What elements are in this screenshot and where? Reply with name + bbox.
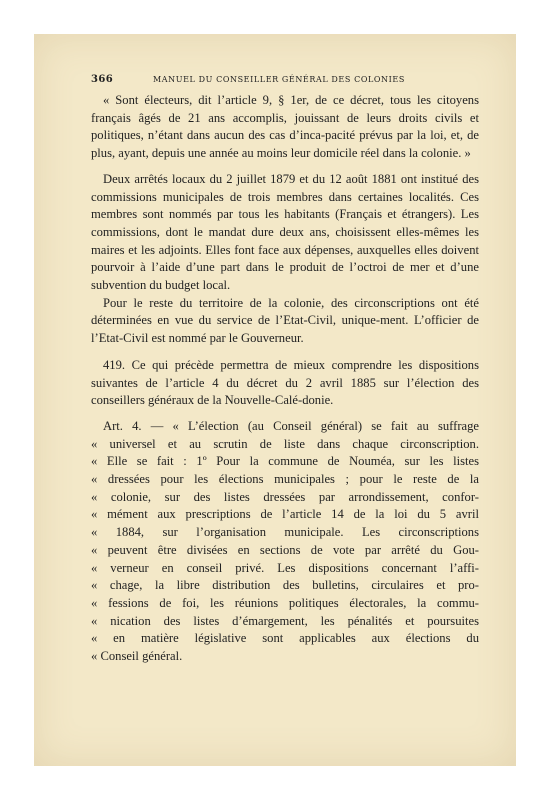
quoted-decree-paragraph: « Sont électeurs, dit l’article 9, § 1er, de ce décret, tous les citoyens français âgés de 21 ans accomplis, jouissant de leurs droits civils et politiques, n’étant dans aucun des cas d’inca-pacité prévus par la loi, et, de plus, ayant, depuis une année au moins leur domicile réel dans la colonie. » [91,93,479,161]
paragraph-circonscriptions: Pour le reste du territoire de la colonie, des circonscriptions ont été déterminées en vue du service de l’Etat-Civil, unique-ment. L’officier de l’Etat-Civil est nommé par le Gouverneur. [91,295,479,346]
book-page [34,34,516,766]
article-line: « fessions de foi, les réunions politiques électorales, la commu- [91,595,479,610]
article-line: « peuvent être divisées en sections de vote par arrêté du Gou- [91,542,479,557]
article-line: Art. 4. — « L’élection (au Conseil général) se fait au suffrage [103,418,479,433]
article-line: « dressées pour les élections municipales ; pour le reste de la [91,472,479,487]
article-line: « nication des listes d’émargement, les pénalités et poursuites [91,613,479,628]
article-line: « verneur en conseil privé. Les dispositions concernant l’affi- [91,560,479,575]
page-number: 366 [91,74,114,85]
running-title: MANUEL DU CONSEILLER GÉNÉRAL DES COLONIES [153,75,405,84]
article-line: « Elle se fait : 1º Pour la commune de Nouméa, sur les listes [91,454,479,469]
page-content [91,74,479,666]
article-line: « en matière législative sont applicables aux élections du [91,631,479,646]
article-line: « universel et au scrutin de liste dans chaque circonscription. [91,436,479,451]
article-line: « 1884, sur l’organisation municipale. Les circonscriptions [91,525,479,540]
paragraph-section-419: 419. Ce qui précède permettra de mieux comprendre les dispositions suivantes de l’article 4 du décret du 2 avril 1885 sur l’élection des conseillers généraux de la Nouvelle-Calé-donie. [91,357,479,408]
page-header [91,74,479,88]
article-line: « Conseil général. [91,649,183,664]
article-line: « colonie, sur des listes dressées par arrondissement, confor- [91,489,479,504]
article-line: « chage, la libre distribution des bulletins, circulaires et pro- [91,578,479,593]
paragraph-municipal-commissions: Deux arrêtés locaux du 2 juillet 1879 et du 12 août 1881 ont institué des commissions municipales de trois membres dans certaines localités. Ces membres sont nommés par tous les habitants (Français et étrangers). Les commissions, dont le mandat dure deux ans, choisissent elles-mêmes les maires et les adjoints. Elles font face aux dépenses, auxquelles elles doivent pourvoir à l’aide d’une part dans le produit de l’octroi de mer et d’une subvention du budget local. [91,171,479,293]
article-4-text [91,418,479,666]
article-line: « mément aux prescriptions de l’article 14 de la loi du 5 avril [91,507,479,522]
